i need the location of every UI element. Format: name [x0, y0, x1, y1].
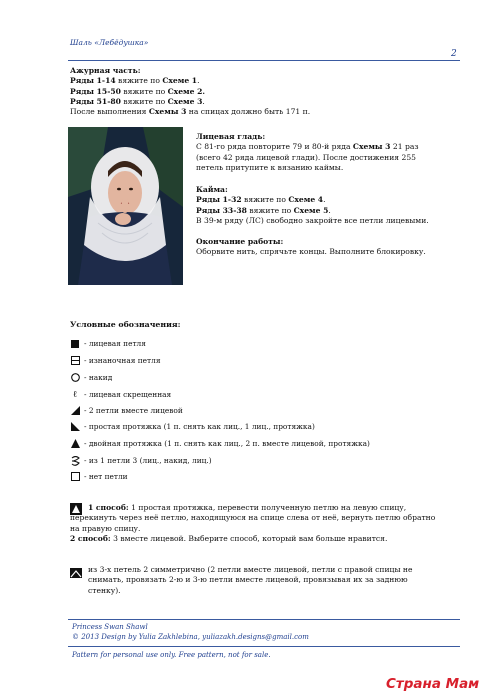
legend-item [70, 405, 183, 416]
chart-ref: Схемы 3 [148, 107, 187, 117]
chart-ref: Схеме 3 [167, 96, 203, 106]
row-range: Ряды 1-14 [70, 76, 116, 86]
lace-row-2 [70, 87, 450, 97]
methods-section [70, 503, 460, 544]
note-text: на спицах должно быть 171 п. [186, 107, 311, 117]
stockinette-line-2: (всего 42 ряда лицевой глади). После достижения 255 [196, 152, 416, 162]
row-action: вяжите по [241, 195, 289, 205]
circle-icon [70, 373, 80, 383]
left-triangle-icon [70, 422, 80, 432]
row-end: . [323, 195, 326, 205]
legend-item [70, 421, 315, 432]
cross-line-3: стенку). [88, 585, 121, 595]
legend-item [70, 438, 370, 449]
lace-row-3 [70, 97, 450, 107]
legend-item [70, 389, 171, 400]
cross-line-1: из 3-х петель 2 симметрично (2 петли вместе лицевой, петли с правой спицы не [88, 565, 413, 574]
chart-ref: Схеме 1 [162, 76, 198, 86]
square-with-line-icon [70, 356, 80, 366]
method-1-line-1 [70, 503, 460, 513]
site-watermark: Страна Мам [386, 676, 480, 692]
finishing-text: Оборвите нить, спрячьте концы. Выполните блокировку. [196, 247, 426, 257]
legend-label: - нет петли [84, 472, 128, 481]
legend-label: - лицевая скрещенная [84, 390, 172, 399]
chart-ref: Схемы 3 [352, 142, 391, 152]
twisted-stitch-icon: ℓ [72, 390, 78, 400]
finishing-title: Окончание работы: [196, 237, 284, 246]
footer-divider-2 [68, 646, 460, 647]
lace-title: Ажурная часть: [70, 66, 141, 75]
row-range: Ряды 33-38 [196, 205, 247, 215]
chart-ref: Схеме 2. [167, 86, 206, 96]
cross-line-2: снимать, провязать 2-ю и 3-ю петли вместе лицевой, провязывая их за заднюю [88, 575, 408, 585]
header-divider [68, 60, 460, 61]
right-triangle-icon [70, 406, 80, 416]
triangle-icon [70, 439, 80, 449]
footer-pattern-name: Princess Swan Shawl [72, 623, 148, 631]
stockinette-section [196, 132, 458, 173]
legend-label: - двойная протяжка (1 п. снять как лиц., 2 п. вместе лицевой, протяжка) [84, 439, 370, 448]
row-end: . [197, 76, 200, 86]
legend-label: - изнаночная петля [84, 356, 161, 365]
page-number: 2 [451, 49, 457, 59]
border-note: В 39-м ряду (ЛС) свободно закройте все петли лицевыми. [196, 215, 429, 225]
row-action: вяжите по [115, 76, 163, 86]
cross-section [70, 565, 460, 596]
lace-after-note [70, 107, 450, 117]
filled-square-icon [70, 339, 80, 349]
border-row-1 [196, 195, 458, 205]
chart-ref: Схеме 5 [293, 205, 329, 215]
chart-ref: Схеме 4 [288, 195, 324, 205]
legend-label: - лицевая петля [84, 339, 146, 348]
footer-copyright: © 2013 Design by Yulia Zakhlebina, yuliazakh.designs@gmail.com [72, 633, 309, 641]
row-end: . [328, 205, 331, 215]
border-title: Кайма: [196, 185, 228, 194]
lace-row-1 [70, 76, 450, 86]
method-text: 3 вместе лицевой. Выберите способ, который вам больше нравится. [110, 533, 388, 543]
lace-section [70, 66, 450, 117]
empty-square-icon [70, 472, 80, 482]
portrait-illustration [68, 127, 183, 285]
footer-divider [68, 619, 460, 620]
row-end: . [202, 96, 205, 106]
row-range: Ряды 1-32 [196, 195, 242, 205]
row-action: вяжите по [120, 86, 168, 96]
row-action: вяжите по [120, 96, 168, 106]
method-text: 1 простая протяжка, перевести полученную петлю на левую спицу, [128, 503, 407, 512]
text-part: С 81-го ряда повторите 79 и 80-й ряда [196, 142, 353, 152]
three-from-one-icon [70, 456, 80, 466]
footer-license: Pattern for personal use only. Free pattern, not for sale. [72, 651, 271, 659]
legend-label: - накид [84, 373, 113, 382]
legend-item [70, 455, 212, 466]
border-section [196, 185, 458, 226]
legend-item [70, 372, 112, 383]
method-1-line-2: перекинуть через неё петлю, находящуюся на спице слева от неё, вернуть петлю обратно [70, 513, 436, 523]
legend-item [70, 355, 161, 366]
method-2 [70, 534, 460, 544]
text-part: 21 раз [390, 142, 419, 152]
finishing-section [196, 237, 458, 258]
legend-item [70, 471, 128, 482]
method-label: 2 способ: [70, 533, 111, 543]
stockinette-title: Лицевая гладь: [196, 132, 266, 141]
note-text: После выполнения [70, 107, 149, 117]
stockinette-line-3: петель притупите к вязанию каймы. [196, 162, 344, 172]
row-range: Ряды 15-50 [70, 86, 121, 96]
row-range: Ряды 51-80 [70, 96, 121, 106]
legend-label: - 2 петли вместе лицевой [84, 406, 183, 415]
shawl-photo [68, 127, 183, 285]
document-title: Шаль «Лебёдушка» [70, 38, 149, 47]
legend-title: Условные обозначения: [70, 320, 181, 329]
row-action: вяжите по [246, 205, 294, 215]
border-row-2 [196, 206, 458, 216]
method-label: 1 способ: [88, 503, 129, 512]
legend-label: - из 1 петли 3 (лиц., накид, лиц.) [84, 456, 212, 465]
legend-item [70, 338, 146, 349]
legend-label: - простая протяжка (1 п. снять как лиц., 1 лиц., протяжка) [84, 422, 315, 431]
method-1-line-3: на правую спицу. [70, 523, 141, 533]
stockinette-line-1 [196, 142, 458, 152]
